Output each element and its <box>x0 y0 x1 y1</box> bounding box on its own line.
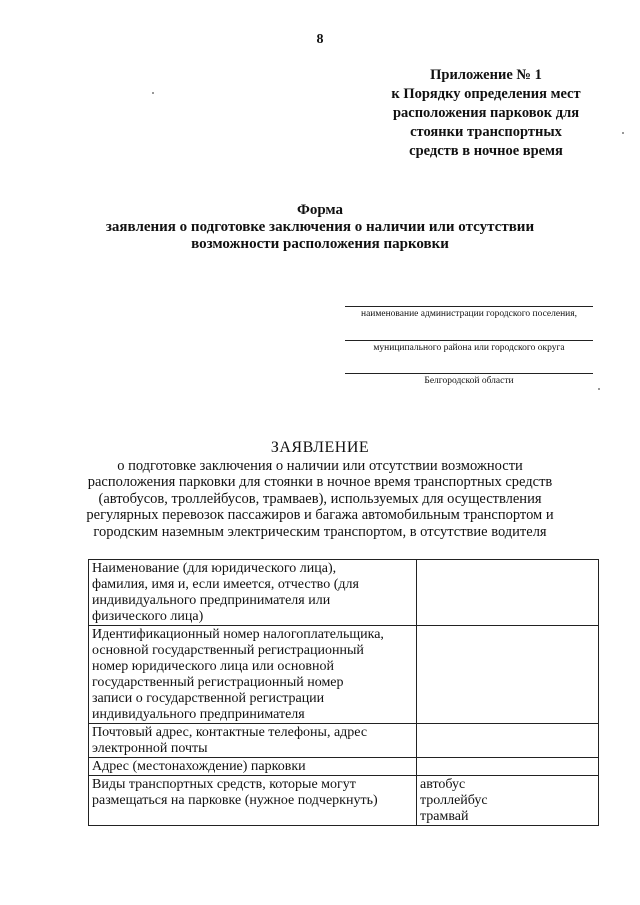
option-trolleybus[interactable]: троллейбус <box>420 793 488 808</box>
blank-line <box>345 373 593 374</box>
row-label-applicant-name: Наименование (для юридического лица), фамилия, имя и, если имеется, отчество (для индивидуального предпринимателя или физического лица) <box>89 560 417 626</box>
appendix-line: расположения парковок для <box>392 105 580 121</box>
table-row <box>89 626 599 724</box>
statement-line: расположения парковки для стоянки в ночное время транспортных средств <box>87 474 553 490</box>
option-bus[interactable]: автобус <box>420 777 466 792</box>
appendix-line: стоянки транспортных <box>410 124 562 140</box>
scan-speck <box>152 92 154 94</box>
row-label-contacts: Почтовый адрес, контактные телефоны, адрес электронной почты <box>89 724 417 758</box>
appendix-line: средств в ночное время <box>409 143 563 159</box>
page-number: 8 <box>316 32 324 47</box>
table-row <box>89 776 599 826</box>
statement-line: (автобусов, троллейбусов, трамваев), используемых для осуществления <box>98 490 542 507</box>
statement-block <box>0 440 640 540</box>
addressee-line-district <box>345 340 593 353</box>
addressee-line-region <box>345 373 593 386</box>
statement-line: о подготовке заключения о наличии или отсутствии возможности <box>117 457 523 474</box>
table-row <box>89 758 599 776</box>
tax-id-field[interactable] <box>417 626 599 724</box>
application-table <box>88 559 599 826</box>
option-tram[interactable]: трамвай <box>420 809 469 824</box>
appendix-line: к Порядку определения мест <box>391 86 581 102</box>
form-title-line: заявления о подготовке заключения о наличии или отсутствии <box>105 219 535 235</box>
appendix-line: Приложение № 1 <box>430 67 542 83</box>
addressee-caption: наименование администрации городского поселения, <box>360 309 578 319</box>
table-row <box>89 724 599 758</box>
contacts-field[interactable] <box>417 724 599 758</box>
form-title-line: Форма <box>296 202 344 218</box>
vehicle-types-options <box>417 776 599 826</box>
statement-line: регулярных перевозок пассажиров и багажа автомобильным транспортом и <box>86 507 554 523</box>
scan-speck <box>598 388 600 390</box>
form-title <box>0 202 640 253</box>
addressee-caption: муниципального района или городского округа <box>373 343 565 353</box>
addressee-line-administration <box>345 306 593 319</box>
form-title-line: возможности расположения парковки <box>191 236 449 252</box>
addressee-caption: Белгородской области <box>424 376 514 386</box>
scan-speck <box>622 132 624 134</box>
appendix-block <box>376 66 596 161</box>
statement-heading: ЗАЯВЛЕНИЕ <box>270 439 370 456</box>
table-row <box>89 560 599 626</box>
statement-line: городским наземным электрическим транспортом, в отсутствие водителя <box>93 523 547 540</box>
row-label-vehicle-types: Виды транспортных средств, которые могут размещаться на парковке (нужное подчеркнуть) <box>89 776 417 826</box>
blank-line <box>345 340 593 341</box>
applicant-name-field[interactable] <box>417 560 599 626</box>
row-label-parking-address: Адрес (местонахождение) парковки <box>89 758 417 776</box>
parking-address-field[interactable] <box>417 758 599 776</box>
row-label-tax-id: Идентификационный номер налогоплательщика, основной государственный регистрационный номер юридического лица или основной государственный регистрационный номер записи о государственной регистрации индивидуального предпринимателя <box>89 626 417 724</box>
blank-line <box>345 306 593 307</box>
